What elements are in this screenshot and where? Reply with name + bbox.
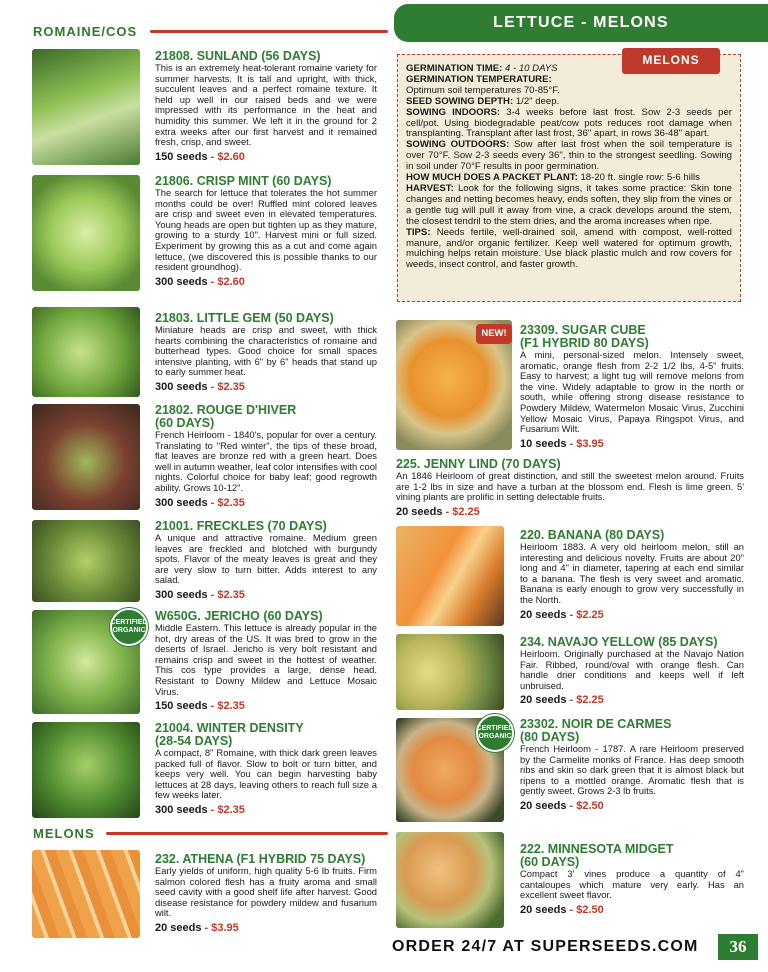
product-rouge-dhiver [155,404,377,510]
product-description: A mini, personal-sized melon. Intensely sweet, aromatic, orange flesh from 2-2 1/2 lbs, 4-5" fruits. Easy to harvest; a light tug will remove melons from the vine. Widely adaptable to grow in the north or south, while offering strong disease resistance to Powdery Mildew, Watermelon Mosaic Virus, Zucchini Yellow Mosaic Virus, Papaya Ringspot Virus, and Fusarium Wilt. [520,349,744,435]
product-price: 150 seeds - $2.35 [155,700,245,713]
product-title: 225. JENNY LIND (70 DAYS) [396,457,561,471]
product-title-line2: (F1 HYBRID 80 DAYS) [520,336,649,350]
melon-image-banana [396,526,504,626]
product-title-line2: (60 DAYS) [155,416,215,430]
header-banner: LETTUCE - MELONS [394,4,768,42]
melon-image-navajo-yellow [396,634,504,710]
melons-badge: MELONS [622,48,720,74]
product-title: 21001. FRECKLES (70 DAYS) [155,519,327,533]
product-jericho [155,610,377,713]
product-description: This is an extremely heat-tolerant romaine variety for summer harvests. It is tall and upright, with thick, succulent leaves and a perfect romaine texture. It held up well in our raised beds and we were impressed with its performance in the heat and humidity this summer. We left it in the ground for 2 extra weeks after our first harvest and it remained fresh, crisp, and sweet. [155,62,377,148]
product-title: W650G. JERICHO (60 DAYS) [155,609,323,623]
product-banana [520,529,744,622]
product-title: 232. ATHENA (F1 HYBRID 75 DAYS) [155,852,366,866]
lettuce-image-sunland [32,49,140,165]
product-noir-de-carmes [520,718,744,813]
product-title: 21808. SUNLAND (56 DAYS) [155,49,321,63]
product-price: 10 seeds - $3.95 [520,437,604,450]
product-description: Heirloom. Originally purchased at the Navajo Nation Fair. Ribbed, round/oval with orange flesh. Can handle drier conditions and keeps well if left unbruised. [520,648,744,691]
product-title: 23309. SUGAR CUBE [520,323,646,337]
product-description: A unique and attractive romaine. Medium green leaves are freckled and blotched with burgundy spots. Flavor of the meaty leaves is great and they are very slow to turn bitter. Adds interest to any salad. [155,532,377,586]
page-number: 36 [718,934,758,960]
organic-badge: CERTIFIED ORGANIC [110,608,148,646]
product-price: 300 seeds - $2.35 [155,380,245,393]
product-jenny-lind [396,458,744,519]
lettuce-image-winter-density [32,722,140,818]
product-title-line2: (60 DAYS) [520,855,580,869]
product-crisp-mint [155,175,377,289]
product-title: 234. NAVAJO YELLOW (85 DAYS) [520,635,718,649]
product-title: 222. MINNESOTA MIDGET [520,842,674,856]
product-description: An 1846 Heirloom of great distinction, and still the sweetest melon around. Fruits are 1-2 lbs in size and have a turban at the blossom end. Flesh is lime green. 5' vining plants are prolific in setting delectable fruits. [396,470,744,503]
product-price: 20 seeds - $2.50 [520,903,604,916]
product-price: 20 seeds - $2.50 [520,799,604,812]
product-price: 300 seeds - $2.35 [155,588,245,601]
product-price: 20 seeds - $2.25 [396,505,480,518]
product-description: Heirloom 1883. A very old heirloom melon, still an interesting and delicious novelty. Fruits are about 20" long and 4" in diameter, tapering at each end similar to a banana. The flesh is very sweet and aromatic. Banana is early enough to grow very successfully in the North. [520,541,744,605]
product-price: 300 seeds - $2.35 [155,496,245,509]
product-athena [155,853,377,935]
footer-order-text: ORDER 24/7 AT SUPERSEEDS.COM [392,938,699,955]
product-sugar-cube [520,324,744,451]
product-description: Middle Eastern. This lettuce is already popular in the hot, dry areas of the US. It was bred to grow in the deserts of Israel. Jericho is very bolt resistant and remains crisp and sweet in the hottest of weather. This cos type provides a large, dense head. Resistant to Downy Mildew and Lettuce Mosaic Virus. [155,622,377,697]
product-little-gem [155,312,377,394]
section-melons: MELONS [33,826,95,841]
product-navajo-yellow [520,636,744,707]
melon-image-minnesota-midget [396,832,504,928]
product-price: 150 seeds - $2.60 [155,150,245,163]
product-minnesota-midget [520,843,744,917]
product-sunland [155,50,377,164]
product-description: French Heirloom - 1787. A rare Heirloom preserved by the Carmelite monks of France. Has deep smooth ribs and skin so dark green that it is almost black but ripens to a mottled orange. Aromatic flesh that is gently sweet. Grows 2-3 lb fruits. [520,743,744,797]
lettuce-image-crisp-mint [32,175,140,291]
organic-badge: CERTIFIED ORGANIC [476,714,514,752]
growing-info-box: GERMINATION TIME: 4 - 10 DAYS GERMINATION TEMPERATURE: Optimum soil temperatures 70-85°F. SEED SOWING DEPTH: 1/2" deep. SOWING INDOORS: 3-4 weeks before last frost. Sow 2-3 seeds per cell/pot. Using biodegradable peat/cow pots reduces root damage when transplanting. Transplant after last frost, 36" apart, in rows 36-48" apart. SOWING OUTDOORS: Sow after last frost when the soil temperature is over 70°F. Sow 2-3 seeds every 36", thin to the strongest seedling. Sowing in soil under 70°F results in poor germination. HOW MUCH DOES A PACKET PLANT: 18-20 ft. single row: 5-6 hills HARVEST: Look for the following signs, it takes some practice: Skin tone changes and netting becomes heavy, ends soften, they slip from the vines or a gentle tug will pull it away from vine, a crack develops around the stem, the closest tendril to the stem dries, and the aroma increases when ripe. TIPS: Needs fertile, well-drained soil, amend with compost, well-rotted manure, and/or organic fertilizer. Keep well watered for optimum growth, mulching helps retain moisture. Use black plastic mulch and row covers for weeds, insect control, and faster growth. [397,54,741,302]
section-divider [150,30,388,33]
melon-image-athena [32,850,140,938]
product-winter-density [155,722,377,817]
product-price: 20 seeds - $2.25 [520,608,604,621]
product-price: 20 seeds - $3.95 [155,921,239,934]
lettuce-image-rouge-dhiver [32,404,140,510]
product-title-line2: (28-54 DAYS) [155,734,233,748]
new-badge: NEW! [476,324,512,344]
product-description: A compact, 8" Romaine, with thick dark green leaves packed full of flavor. Slow to bolt or turn bitter, and keeps very well. You can begin harvesting baby lettuces at 28 days, leaving others to reach full size a few weeks later. [155,747,377,801]
product-description: Compact 3' vines produce a quantity of 4" cantaloupes which mature very early. Has an excellent sweet flavor. [520,868,744,901]
product-title: 23302. NOIR DE CARMES [520,717,672,731]
product-description: Miniature heads are crisp and sweet, with thick hearts combining the characteristics of romaine and butterhead types. Good choice for small spaces intensive planting, with 6" by 6" heads that stand up to early summer heat. [155,324,377,378]
section-divider [106,832,388,835]
product-title: 21803. LITTLE GEM (50 DAYS) [155,311,334,325]
product-price: 300 seeds - $2.60 [155,275,245,288]
product-description: French Heirloom - 1840's, popular for over a century. Translating to "Red winter", the tips of these broad, flat leaves are bronze red with a green heart. Does well in autumn weather, leaf color intensifies with cool nights. Colorful choice for baby leaf; good regrowth ability. Grows 10-12". [155,429,377,493]
product-price: 20 seeds - $2.25 [520,694,604,707]
product-description: Early yields of uniform, high quality 5-6 lb fruits. Firm salmon colored flesh has a fruity aroma and small seed cavity with a good shelf life after harvest. Good disease resistance for powdery mildew and fusarium wilt. [155,865,377,919]
product-freckles [155,520,377,602]
product-title: 21802. ROUGE D'HIVER [155,403,297,417]
product-price: 300 seeds - $2.35 [155,803,245,816]
product-title: 220. BANANA (80 DAYS) [520,528,665,542]
product-title: 21806. CRISP MINT (60 DAYS) [155,174,332,188]
product-title-line2: (80 DAYS) [520,730,580,744]
lettuce-image-freckles [32,520,140,602]
lettuce-image-little-gem [32,307,140,397]
product-title: 21004. WINTER DENSITY [155,721,304,735]
product-description: The search for lettuce that tolerates the hot summer months could be over! Ruffled mint colored leaves are crisp and sweet even in elevated temperatures. Young heads are open but tighten up as they mature, growing to a sturdy 10". Harvest mini or full sized. Experiment by growing this as a cut and come again lettuce, (we discovered this is possible thanks to our resident groundhog). [155,187,377,273]
section-romaine: ROMAINE/COS [33,24,138,39]
